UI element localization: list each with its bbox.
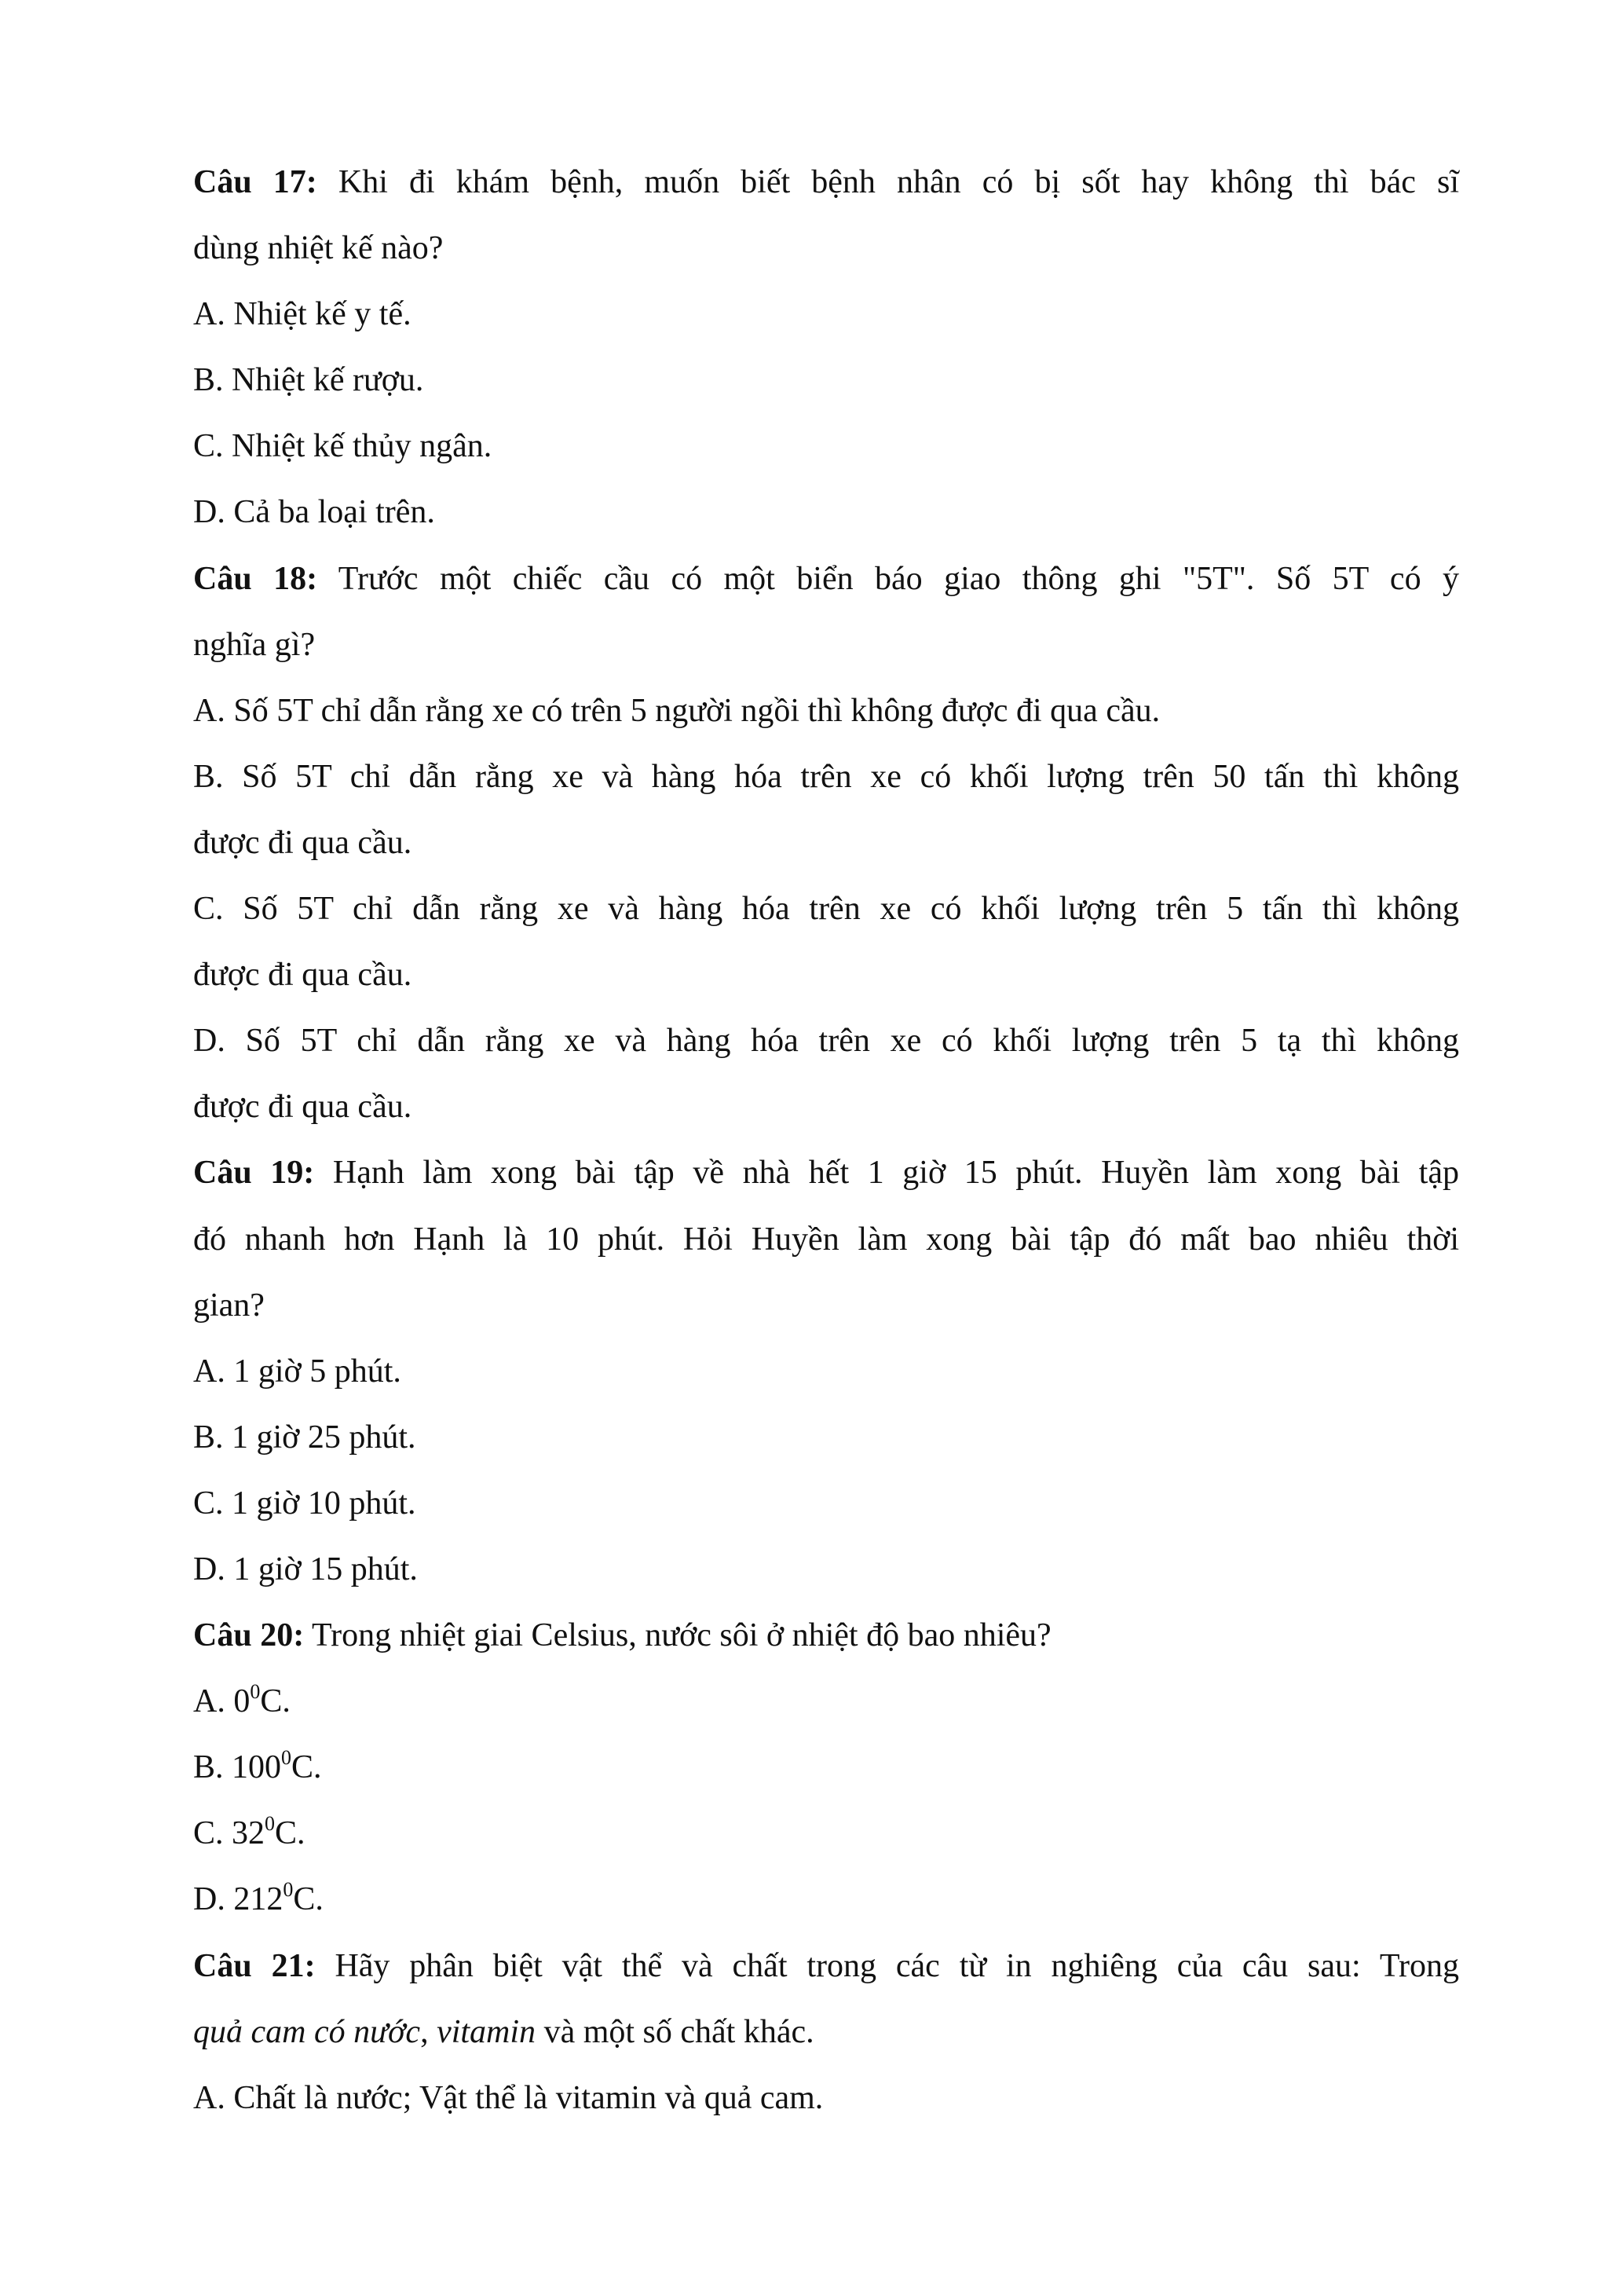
question-stem-cont: gian?: [193, 1287, 265, 1324]
italic-term: quả cam có nước: [193, 2013, 421, 2050]
question-number: Câu 19:: [193, 1155, 315, 1192]
question-21: [193, 1933, 1459, 2131]
question-stem-cont: đó nhanh hơn Hạnh là 10 phút. Hỏi Huyền làm xong bài tập đó mất bao nhiêu thời: [193, 1221, 1459, 1258]
option-unit: C.: [293, 1881, 324, 1918]
question-stem: [193, 149, 1459, 215]
separator: ,: [420, 2013, 437, 2050]
answer-option-a: A. Nhiệt kế y tế.: [193, 296, 411, 333]
option-text: C. 32: [193, 1815, 265, 1852]
answer-option-b: [193, 1734, 1459, 1800]
question-text: Hãy phân biệt vật thể và chất trong các từ in nghiêng của câu sau: Trong: [335, 1947, 1459, 1984]
question-17: [193, 149, 1459, 546]
question-text: Hạnh làm xong bài tập về nhà hết 1 giờ 15 phút. Huyền làm xong bài tập: [332, 1155, 1459, 1192]
question-stem: [193, 1933, 1459, 1999]
answer-option-a: A. Chất là nước; Vật thể là vitamin và quả cam.: [193, 2079, 824, 2116]
question-stem-cont: dùng nhiệt kế nào?: [193, 230, 444, 267]
option-text: A. 0: [193, 1683, 251, 1720]
answer-option-d-cont: được đi qua cầu.: [193, 1089, 412, 1126]
answer-option-c: [193, 1800, 1459, 1866]
answer-option-d: D. Số 5T chỉ dẫn rằng xe và hàng hóa trên xe có khối lượng trên 5 tạ thì không: [193, 1023, 1459, 1060]
question-number: Câu 18:: [193, 560, 318, 597]
question-stem: [193, 546, 1459, 612]
answer-option-b: B. 1 giờ 25 phút.: [193, 1419, 416, 1456]
option-unit: C.: [275, 1815, 305, 1852]
italic-term: vitamin: [437, 2013, 536, 2050]
degree-superscript: 0: [281, 1746, 292, 1770]
question-19: [193, 1140, 1459, 1602]
question-stem-cont: [193, 1999, 1459, 2065]
question-20: [193, 1602, 1459, 1932]
question-stem: [193, 1140, 1459, 1206]
option-unit: C.: [260, 1683, 291, 1720]
answer-option-c: C. Số 5T chỉ dẫn rằng xe và hàng hóa trên xe có khối lượng trên 5 tấn thì không: [193, 891, 1459, 928]
answer-option-c: C. 1 giờ 10 phút.: [193, 1485, 416, 1522]
answer-option-d: [193, 1866, 1459, 1932]
answer-option-b-cont: được đi qua cầu.: [193, 824, 412, 861]
answer-option-c: C. Nhiệt kế thủy ngân.: [193, 428, 492, 465]
question-stem: [193, 1602, 1459, 1668]
option-text: B. 100: [193, 1749, 282, 1786]
answer-option-c-cont: được đi qua cầu.: [193, 957, 412, 994]
answer-option-b: B. Số 5T chỉ dẫn rằng xe và hàng hóa trên xe có khối lượng trên 50 tấn thì không: [193, 758, 1459, 795]
answer-option-b: B. Nhiệt kế rượu.: [193, 362, 424, 399]
question-18: [193, 546, 1459, 1141]
question-text: Trước một chiếc cầu có một biển báo giao thông ghi "5T". Số 5T có ý: [338, 560, 1459, 597]
answer-option-a: [193, 1668, 1459, 1734]
question-number: Câu 21:: [193, 1947, 316, 1984]
option-text: D. 212: [193, 1881, 283, 1918]
degree-superscript: 0: [265, 1812, 276, 1836]
question-stem-cont: nghĩa gì?: [193, 626, 316, 663]
option-unit: C.: [291, 1749, 322, 1786]
degree-superscript: 0: [250, 1680, 261, 1704]
answer-option-d: D. 1 giờ 15 phút.: [193, 1551, 418, 1587]
question-number: Câu 17:: [193, 164, 317, 200]
question-text: và một số chất khác.: [536, 2013, 814, 2050]
degree-superscript: 0: [283, 1878, 294, 1902]
question-text: Trong nhiệt giai Celsius, nước sôi ở nhiệt độ bao nhiêu?: [311, 1617, 1052, 1654]
answer-option-d: D. Cả ba loại trên.: [193, 494, 435, 531]
question-number: Câu 20:: [193, 1617, 305, 1654]
document-body: [193, 149, 1459, 2131]
question-text: Khi đi khám bệnh, muốn biết bệnh nhân có bị sốt hay không thì bác sĩ: [338, 164, 1460, 200]
answer-option-a: A. 1 giờ 5 phút.: [193, 1353, 401, 1390]
answer-option-a: A. Số 5T chỉ dẫn rằng xe có trên 5 người ngồi thì không được đi qua cầu.: [193, 692, 1161, 729]
